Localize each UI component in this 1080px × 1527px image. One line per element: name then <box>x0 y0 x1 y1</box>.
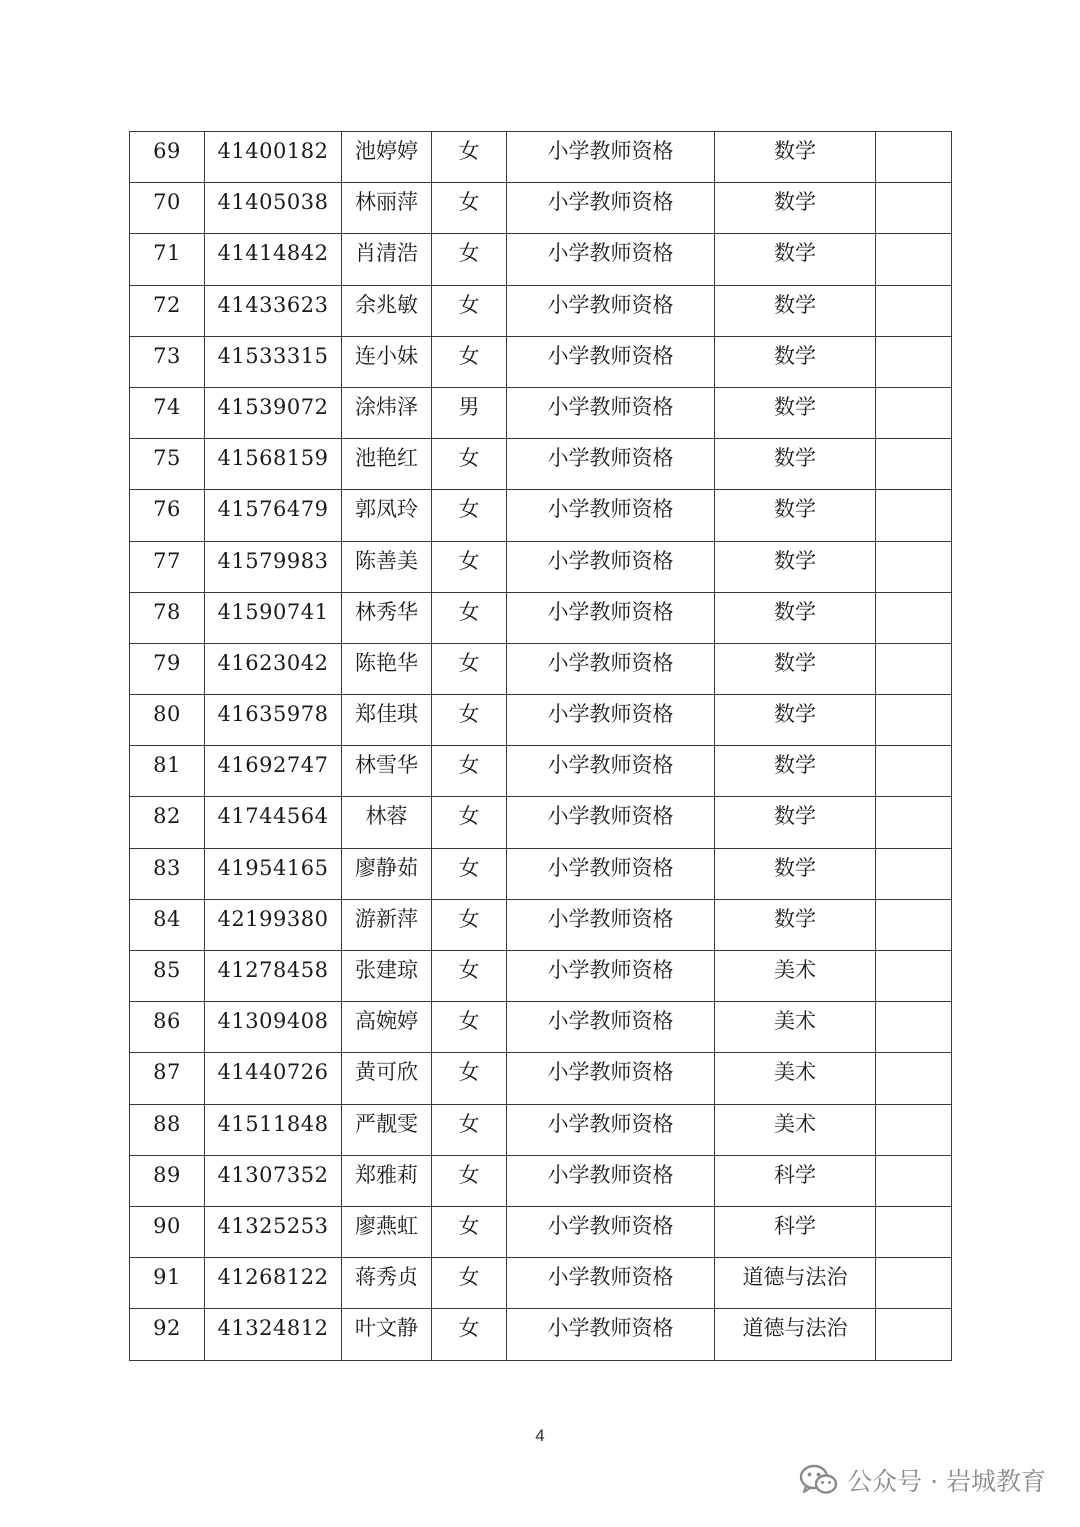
cell-name: 林蓉 <box>342 797 432 848</box>
table-row <box>130 387 952 438</box>
cell-number: 73 <box>130 336 205 387</box>
cell-sex: 女 <box>432 951 507 1002</box>
cell-sex: 女 <box>432 1053 507 1104</box>
table-row <box>130 183 952 234</box>
cell-number: 83 <box>130 848 205 899</box>
cell-sex: 女 <box>432 1258 507 1309</box>
cell-number: 84 <box>130 899 205 950</box>
cell-candidate-id: 41579983 <box>205 541 342 592</box>
cell-name: 郑佳琪 <box>342 695 432 746</box>
cell-sex: 女 <box>432 132 507 183</box>
cell-candidate-id: 41400182 <box>205 132 342 183</box>
cell-subject: 数学 <box>715 439 876 490</box>
cell-number: 69 <box>130 132 205 183</box>
cell-qualification: 小学教师资格 <box>507 387 715 438</box>
cell-name: 林丽萍 <box>342 183 432 234</box>
cell-number: 72 <box>130 285 205 336</box>
cell-number: 91 <box>130 1258 205 1309</box>
cell-number: 77 <box>130 541 205 592</box>
cell-candidate-id: 41590741 <box>205 592 342 643</box>
cell-sex: 女 <box>432 1155 507 1206</box>
cell-number: 82 <box>130 797 205 848</box>
cell-sex: 女 <box>432 1002 507 1053</box>
cell-remarks <box>876 1002 952 1053</box>
cell-name: 叶文静 <box>342 1309 432 1360</box>
table-row <box>130 899 952 950</box>
cell-name: 黄可欣 <box>342 1053 432 1104</box>
table-row <box>130 541 952 592</box>
cell-remarks <box>876 541 952 592</box>
cell-subject: 数学 <box>715 490 876 541</box>
cell-candidate-id: 41576479 <box>205 490 342 541</box>
cell-candidate-id: 42199380 <box>205 899 342 950</box>
cell-candidate-id: 41325253 <box>205 1206 342 1257</box>
cell-remarks <box>876 643 952 694</box>
cell-remarks <box>876 1309 952 1360</box>
cell-sex: 女 <box>432 1309 507 1360</box>
cell-remarks <box>876 746 952 797</box>
cell-qualification: 小学教师资格 <box>507 695 715 746</box>
cell-subject: 美术 <box>715 1002 876 1053</box>
cell-subject: 美术 <box>715 951 876 1002</box>
cell-remarks <box>876 695 952 746</box>
cell-remarks <box>876 285 952 336</box>
cell-subject: 数学 <box>715 234 876 285</box>
cell-number: 85 <box>130 951 205 1002</box>
cell-candidate-id: 41414842 <box>205 234 342 285</box>
table-row <box>130 1258 952 1309</box>
cell-sex: 女 <box>432 848 507 899</box>
cell-number: 92 <box>130 1309 205 1360</box>
cell-name: 涂炜泽 <box>342 387 432 438</box>
cell-qualification: 小学教师资格 <box>507 1309 715 1360</box>
cell-name: 严靓雯 <box>342 1104 432 1155</box>
cell-qualification: 小学教师资格 <box>507 336 715 387</box>
cell-sex: 女 <box>432 490 507 541</box>
cell-remarks <box>876 387 952 438</box>
cell-subject: 数学 <box>715 132 876 183</box>
cell-remarks <box>876 899 952 950</box>
cell-name: 廖静茹 <box>342 848 432 899</box>
table-row <box>130 439 952 490</box>
cell-subject: 美术 <box>715 1053 876 1104</box>
cell-sex: 女 <box>432 1206 507 1257</box>
cell-remarks <box>876 234 952 285</box>
cell-remarks <box>876 1258 952 1309</box>
cell-number: 78 <box>130 592 205 643</box>
cell-name: 林雪华 <box>342 746 432 797</box>
cell-candidate-id: 41539072 <box>205 387 342 438</box>
cell-name: 陈艳华 <box>342 643 432 694</box>
page-number: 4 <box>535 1426 545 1445</box>
cell-remarks <box>876 132 952 183</box>
cell-candidate-id: 41309408 <box>205 1002 342 1053</box>
cell-qualification: 小学教师资格 <box>507 643 715 694</box>
cell-subject: 数学 <box>715 899 876 950</box>
table-row <box>130 1104 952 1155</box>
cell-qualification: 小学教师资格 <box>507 132 715 183</box>
cell-candidate-id: 41511848 <box>205 1104 342 1155</box>
cell-qualification: 小学教师资格 <box>507 797 715 848</box>
cell-qualification: 小学教师资格 <box>507 1104 715 1155</box>
cell-candidate-id: 41324812 <box>205 1309 342 1360</box>
cell-name: 张建琼 <box>342 951 432 1002</box>
roster-table <box>129 131 952 1361</box>
cell-qualification: 小学教师资格 <box>507 1155 715 1206</box>
cell-name: 郭凤玲 <box>342 490 432 541</box>
cell-qualification: 小学教师资格 <box>507 541 715 592</box>
cell-sex: 女 <box>432 439 507 490</box>
cell-sex: 女 <box>432 183 507 234</box>
cell-subject: 科学 <box>715 1206 876 1257</box>
cell-candidate-id: 41692747 <box>205 746 342 797</box>
cell-subject: 数学 <box>715 541 876 592</box>
cell-name: 高婉婷 <box>342 1002 432 1053</box>
cell-candidate-id: 41440726 <box>205 1053 342 1104</box>
table-row <box>130 746 952 797</box>
cell-number: 90 <box>130 1206 205 1257</box>
cell-subject: 科学 <box>715 1155 876 1206</box>
table-row <box>130 285 952 336</box>
cell-candidate-id: 41533315 <box>205 336 342 387</box>
wechat-icon <box>799 1463 839 1497</box>
cell-sex: 女 <box>432 643 507 694</box>
cell-number: 87 <box>130 1053 205 1104</box>
cell-qualification: 小学教师资格 <box>507 1206 715 1257</box>
cell-name: 池婷婷 <box>342 132 432 183</box>
cell-sex: 女 <box>432 541 507 592</box>
cell-subject: 数学 <box>715 695 876 746</box>
table-row <box>130 1309 952 1360</box>
cell-number: 75 <box>130 439 205 490</box>
table-row <box>130 848 952 899</box>
cell-remarks <box>876 183 952 234</box>
cell-qualification: 小学教师资格 <box>507 234 715 285</box>
table-row <box>130 1206 952 1257</box>
table-row <box>130 1053 952 1104</box>
roster-table-body <box>130 132 952 1361</box>
cell-name: 蒋秀贞 <box>342 1258 432 1309</box>
cell-sex: 女 <box>432 592 507 643</box>
cell-qualification: 小学教师资格 <box>507 592 715 643</box>
cell-remarks <box>876 1053 952 1104</box>
cell-sex: 女 <box>432 797 507 848</box>
cell-number: 81 <box>130 746 205 797</box>
cell-number: 70 <box>130 183 205 234</box>
cell-candidate-id: 41268122 <box>205 1258 342 1309</box>
cell-candidate-id: 41744564 <box>205 797 342 848</box>
cell-qualification: 小学教师资格 <box>507 1002 715 1053</box>
cell-sex: 女 <box>432 234 507 285</box>
cell-subject: 数学 <box>715 285 876 336</box>
cell-candidate-id: 41954165 <box>205 848 342 899</box>
cell-remarks <box>876 951 952 1002</box>
cell-qualification: 小学教师资格 <box>507 439 715 490</box>
cell-subject: 数学 <box>715 387 876 438</box>
table-row <box>130 234 952 285</box>
table-row <box>130 951 952 1002</box>
cell-sex: 女 <box>432 746 507 797</box>
cell-name: 连小妹 <box>342 336 432 387</box>
cell-remarks <box>876 1155 952 1206</box>
watermark-label: 公众号 · 岩城教育 <box>847 1467 1046 1496</box>
table-row <box>130 592 952 643</box>
cell-sex: 女 <box>432 285 507 336</box>
table-row <box>130 132 952 183</box>
cell-candidate-id: 41635978 <box>205 695 342 746</box>
cell-remarks <box>876 336 952 387</box>
cell-subject: 道德与法治 <box>715 1258 876 1309</box>
cell-qualification: 小学教师资格 <box>507 490 715 541</box>
cell-subject: 数学 <box>715 336 876 387</box>
cell-number: 89 <box>130 1155 205 1206</box>
cell-remarks <box>876 592 952 643</box>
cell-sex: 女 <box>432 899 507 950</box>
table-row <box>130 643 952 694</box>
cell-subject: 数学 <box>715 848 876 899</box>
table-row <box>130 336 952 387</box>
cell-sex: 女 <box>432 695 507 746</box>
cell-candidate-id: 41278458 <box>205 951 342 1002</box>
cell-name: 林秀华 <box>342 592 432 643</box>
table-row <box>130 695 952 746</box>
cell-number: 86 <box>130 1002 205 1053</box>
cell-qualification: 小学教师资格 <box>507 848 715 899</box>
cell-number: 74 <box>130 387 205 438</box>
cell-remarks <box>876 490 952 541</box>
cell-candidate-id: 41405038 <box>205 183 342 234</box>
cell-number: 76 <box>130 490 205 541</box>
cell-subject: 数学 <box>715 183 876 234</box>
cell-candidate-id: 41568159 <box>205 439 342 490</box>
cell-name: 余兆敏 <box>342 285 432 336</box>
cell-remarks <box>876 1206 952 1257</box>
cell-remarks <box>876 439 952 490</box>
cell-name: 游新萍 <box>342 899 432 950</box>
cell-subject: 数学 <box>715 643 876 694</box>
table-row <box>130 1002 952 1053</box>
cell-number: 88 <box>130 1104 205 1155</box>
cell-qualification: 小学教师资格 <box>507 951 715 1002</box>
cell-number: 80 <box>130 695 205 746</box>
cell-name: 池艳红 <box>342 439 432 490</box>
cell-sex: 女 <box>432 336 507 387</box>
table-row <box>130 797 952 848</box>
cell-name: 肖清浩 <box>342 234 432 285</box>
table-row <box>130 490 952 541</box>
cell-name: 郑雅莉 <box>342 1155 432 1206</box>
cell-number: 71 <box>130 234 205 285</box>
cell-subject: 数学 <box>715 797 876 848</box>
cell-candidate-id: 41307352 <box>205 1155 342 1206</box>
cell-name: 陈善美 <box>342 541 432 592</box>
cell-subject: 数学 <box>715 746 876 797</box>
cell-remarks <box>876 1104 952 1155</box>
cell-qualification: 小学教师资格 <box>507 183 715 234</box>
cell-qualification: 小学教师资格 <box>507 746 715 797</box>
cell-subject: 数学 <box>715 592 876 643</box>
cell-remarks <box>876 797 952 848</box>
cell-name: 廖燕虹 <box>342 1206 432 1257</box>
cell-qualification: 小学教师资格 <box>507 899 715 950</box>
cell-sex: 女 <box>432 1104 507 1155</box>
cell-qualification: 小学教师资格 <box>507 1053 715 1104</box>
cell-sex: 男 <box>432 387 507 438</box>
cell-candidate-id: 41433623 <box>205 285 342 336</box>
cell-qualification: 小学教师资格 <box>507 285 715 336</box>
cell-qualification: 小学教师资格 <box>507 1258 715 1309</box>
cell-subject: 美术 <box>715 1104 876 1155</box>
table-row <box>130 1155 952 1206</box>
cell-number: 79 <box>130 643 205 694</box>
cell-candidate-id: 41623042 <box>205 643 342 694</box>
watermark <box>799 1462 1046 1498</box>
cell-subject: 道德与法治 <box>715 1309 876 1360</box>
cell-remarks <box>876 848 952 899</box>
